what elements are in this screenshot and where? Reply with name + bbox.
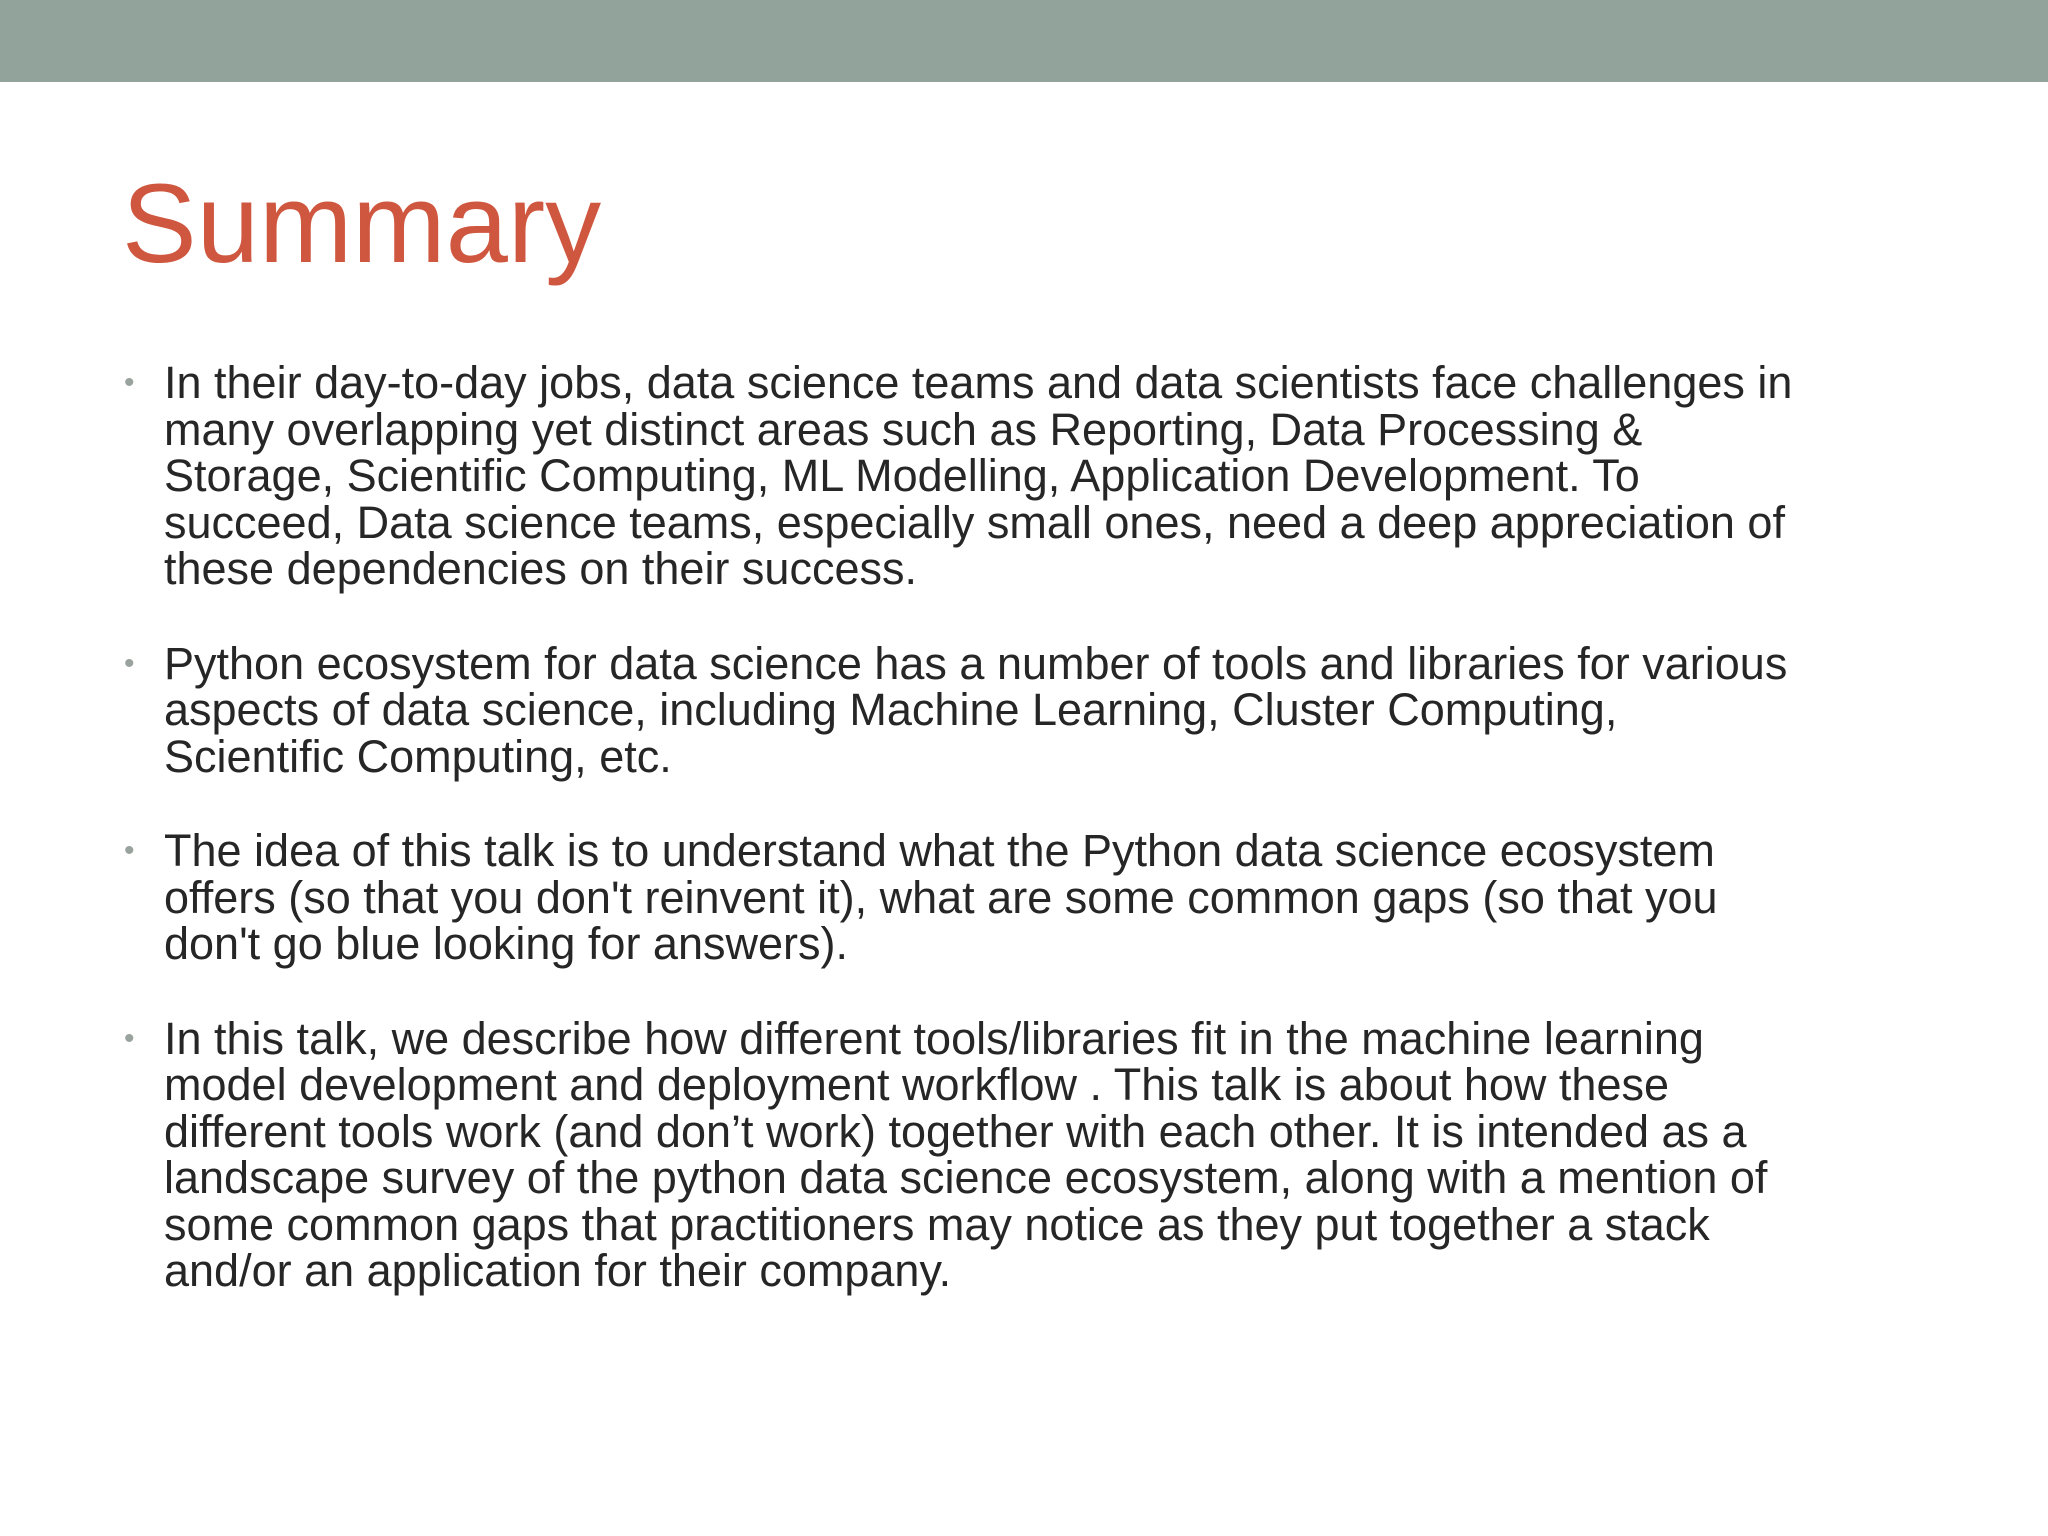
slide-title: Summary <box>122 161 602 286</box>
bullet-item <box>120 357 1940 594</box>
bullet-dot-icon: • <box>124 366 135 399</box>
bullet-dot-icon: • <box>124 646 135 680</box>
bullet-dot-icon: • <box>124 834 135 867</box>
bullet-text: In this talk, we describe how different tools/libraries fit in the machine learning model development and deployment workflow . This talk is about how these different tools work (and don’t work) together with each other. It is intended as a landscape survey of the python data science ecosystem, along with a mention of some common gaps that practitioners may notice as they put together a stack and/or an application for their company. <box>164 1012 1768 1296</box>
bullet-item <box>120 637 1940 782</box>
bullet-list <box>120 357 1940 1343</box>
bullet-item <box>120 825 1940 969</box>
slide-header-band <box>0 0 2048 82</box>
bullet-dot-icon: • <box>124 1021 135 1055</box>
bullet-text: In their day-to-day jobs, data science teams and data scientists face challenges in many overlapping yet distinct areas such as Reporting, Data Processing & Storage, Scientific Computing, ML Modelling, Application Development. To succeed, Data science teams, especially small ones, need a deep appreciation of these dependencies on their success. <box>164 357 1793 594</box>
bullet-item <box>120 1012 1940 1296</box>
bullet-text: Python ecosystem for data science has a number of tools and libraries for various aspects of data science, including Machine Learning, Cluster Computing, Scientific Computing, etc. <box>164 637 1788 782</box>
bullet-text: The idea of this talk is to understand what the Python data science ecosystem offers (so that you don't reinvent it), what are some common gaps (so that you don't go blue looking for answers). <box>164 825 1718 969</box>
